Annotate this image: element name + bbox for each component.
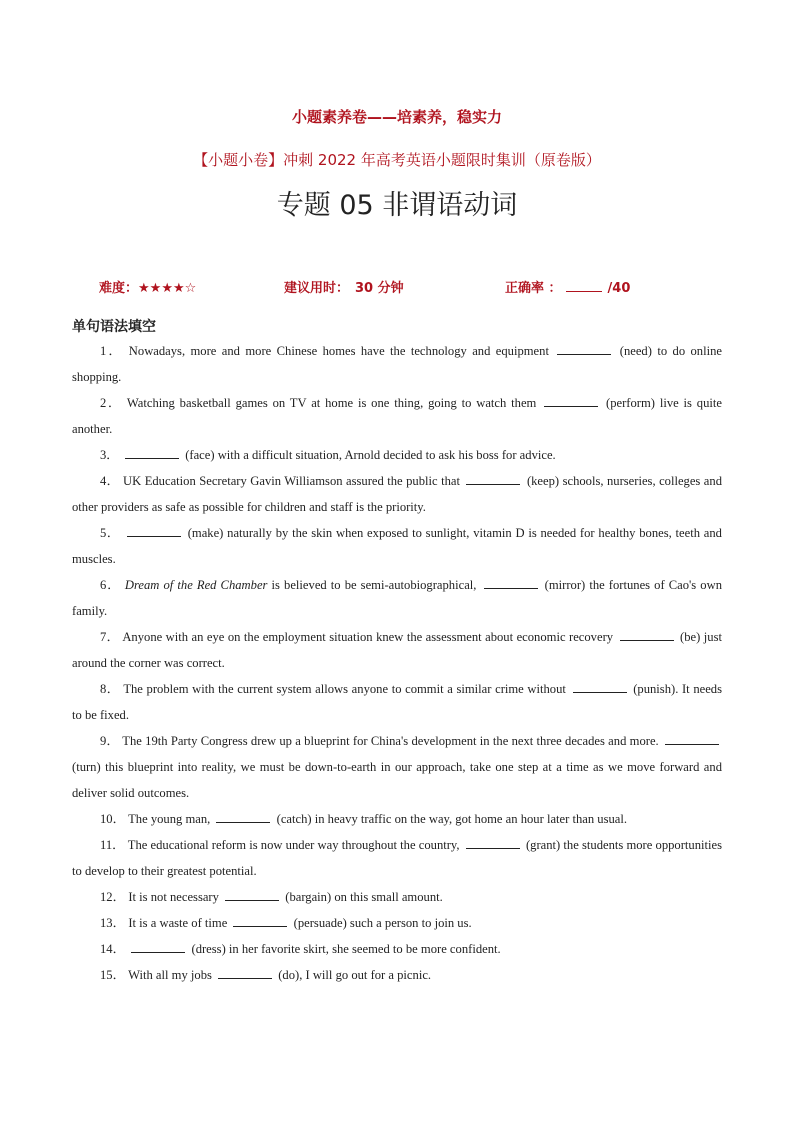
question-text-after: (be) just around the corner was correct. (72, 630, 722, 670)
question-item (72, 832, 722, 884)
question-text-after: (bargain) on this small amount. (285, 890, 443, 904)
time-meta (284, 277, 404, 296)
question-text-before: Anyone with an eye on the employment situation knew the assessment about economic recovery (122, 630, 614, 644)
answer-blank[interactable] (665, 731, 719, 745)
question-item (72, 520, 722, 572)
subtitle-text: 冲刺 2022 年高考英语小题限时集训（原卷版） (283, 151, 601, 169)
subtitle-bracket: 【小题小卷】 (193, 151, 284, 169)
question-text-after: (keep) schools, nurseries, colleges and other providers as safe as possible for children and staff is the priority. (72, 474, 722, 514)
question-text-before: The problem with the current system allows anyone to commit a similar crime without (123, 682, 566, 696)
question-text-before: UK Education Secretary Gavin Williamson assured the public that (123, 474, 460, 488)
question-text-after: (grant) the students more opportunities to develop to their greatest potential. (72, 838, 722, 878)
series-slogan: 小题素养卷——培素养，稳实力 (291, 108, 502, 126)
answer-blank[interactable] (218, 965, 272, 979)
question-item (72, 624, 722, 676)
question-text-after: (catch) in heavy traffic on the way, got home an hour later than usual. (276, 812, 628, 826)
question-text-after: (turn) this blueprint into reality, we must be down-to-earth in our approach, take one step at a time as we move forward and deliver solid outcomes. (72, 760, 722, 800)
question-number: 9． (100, 734, 123, 748)
question-item (72, 468, 722, 520)
question-item (72, 910, 722, 936)
question-text-before: With all my jobs (128, 968, 212, 982)
question-text-before: Nowadays, more and more Chinese homes have the technology and equipment (128, 344, 549, 358)
question-text-after: (face) with a difficult situation, Arnold decided to ask his boss for advice. (185, 448, 556, 462)
question-text-before: It is not necessary (128, 890, 219, 904)
question-item (72, 884, 722, 910)
question-number: 4． (100, 474, 124, 488)
question-number: 2． (100, 396, 127, 410)
accuracy-blank (566, 279, 602, 292)
question-text-after: (persuade) such a person to join us. (293, 916, 472, 930)
accuracy-meta (505, 277, 630, 296)
answer-blank[interactable] (127, 523, 181, 537)
time-label: 建议用时： (284, 281, 350, 296)
answer-blank[interactable] (466, 471, 520, 485)
question-item (72, 442, 722, 468)
question-number: 7． (100, 630, 123, 644)
question-italic-title: Dream of the Red Chamber (124, 578, 268, 592)
question-item (72, 728, 722, 806)
question-item (72, 962, 722, 988)
answer-blank[interactable] (216, 809, 270, 823)
question-number: 6． (100, 578, 125, 592)
question-text-before: The educational reform is now under way throughout the country, (127, 838, 460, 852)
time-value: 30 分钟 (355, 281, 404, 296)
question-number: 14． (100, 942, 129, 956)
question-text-before: It is a waste of time (128, 916, 228, 930)
accuracy-label: 正确率 ： (505, 281, 562, 296)
difficulty-label: 难度： (99, 281, 139, 296)
question-number: 15． (100, 968, 129, 982)
accuracy-total: /40 (607, 281, 631, 296)
question-item (72, 676, 722, 728)
answer-blank[interactable] (544, 393, 598, 407)
answer-blank[interactable] (484, 575, 538, 589)
question-text-before: Watching basketball games on TV at home is one thing, going to watch them (126, 396, 537, 410)
question-text-after: (dress) in her favorite skirt, she seemed to be more confident. (191, 942, 501, 956)
page-title: 专题 05 非谓语动词 (276, 190, 518, 221)
difficulty-meta (99, 277, 196, 296)
question-item (72, 572, 722, 624)
answer-blank[interactable] (573, 679, 627, 693)
question-number: 8． (100, 682, 124, 696)
section-title: 单句语法填空 (72, 319, 156, 335)
question-text-before: The 19th Party Congress drew up a blueprint for China's development in the next three decades and more. (122, 734, 659, 748)
answer-blank[interactable] (233, 913, 287, 927)
question-text-after: (punish). It needs to be fixed. (72, 682, 722, 722)
answer-blank[interactable] (466, 835, 520, 849)
question-text-after: (perform) live is quite another. (72, 396, 722, 436)
question-number: 1． (100, 344, 129, 358)
question-list (72, 338, 722, 988)
question-text-after: (need) to do online shopping. (72, 344, 722, 384)
question-item (72, 806, 722, 832)
question-text-after: (do), I will go out for a picnic. (278, 968, 432, 982)
difficulty-stars: ★★★★☆ (138, 281, 197, 296)
question-number: 3． (100, 448, 123, 462)
question-text-before: The young man, (128, 812, 211, 826)
question-number: 5． (100, 526, 124, 540)
answer-blank[interactable] (620, 627, 674, 641)
question-item (72, 936, 722, 962)
answer-blank[interactable] (225, 887, 279, 901)
answer-blank[interactable] (131, 939, 185, 953)
question-number: 11． (100, 838, 128, 852)
question-text-after: (mirror) the fortunes of Cao's own family. (72, 578, 722, 618)
question-item (72, 338, 722, 390)
question-number: 10． (100, 812, 129, 826)
answer-blank[interactable] (557, 341, 611, 355)
question-number: 12． (100, 890, 129, 904)
paper-subtitle (0, 149, 794, 170)
question-text-before: is believed to be semi-autobiographical, (271, 578, 477, 592)
question-item (72, 390, 722, 442)
answer-blank[interactable] (125, 445, 179, 459)
question-number: 13． (100, 916, 129, 930)
question-text-after: (make) naturally by the skin when exposed to sunlight, vitamin D is needed for healthy bones, teeth and muscles. (72, 526, 722, 566)
